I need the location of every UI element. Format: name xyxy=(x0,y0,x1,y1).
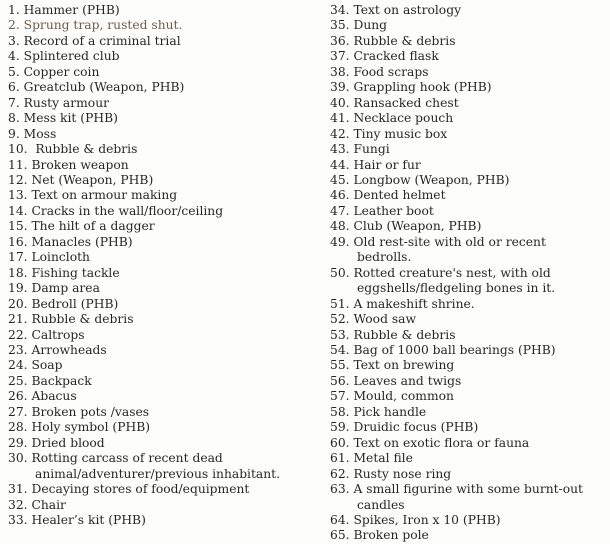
list-item: 12. Net (Weapon, PHB) xyxy=(8,172,154,187)
list-item: 39. Grappling hook (PHB) xyxy=(330,80,492,95)
list-item: 40. Ransacked chest xyxy=(330,95,459,110)
list-item: 11. Broken weapon xyxy=(8,157,129,172)
list-item: 42. Tiny music box xyxy=(330,126,448,141)
list-item: 22. Caltrops xyxy=(8,327,85,342)
list-item: 57. Mould, common xyxy=(330,389,454,404)
list-item: 17. Loincloth xyxy=(8,250,90,265)
list-item: 37. Cracked flask xyxy=(330,49,439,64)
list-item: 47. Leather boot xyxy=(330,203,434,218)
list-item: 2. Sprung trap, rusted shut. xyxy=(8,18,183,33)
list-item: 30. Rotting carcass of recent dead animal/adventurer/previous inhabitant. xyxy=(8,451,281,481)
list-item: 52. Wood saw xyxy=(330,312,417,327)
list-item: 44. Hair or fur xyxy=(330,157,421,172)
list-column-left xyxy=(8,3,310,528)
list-item: 38. Food scraps xyxy=(330,64,429,79)
list-item: 58. Pick handle xyxy=(330,404,427,419)
list-item: 32. Chair xyxy=(8,497,66,512)
list-item: 61. Metal file xyxy=(330,451,413,466)
list-item: 54. Bag of 1000 ball bearings (PHB) xyxy=(330,342,556,357)
list-item: 5. Copper coin xyxy=(8,64,100,79)
list-item: 7. Rusty armour xyxy=(8,95,109,110)
list-item: 50. Rotted creature's nest, with old eggshells/fledgeling bones in it. xyxy=(330,265,556,296)
list-column-right xyxy=(330,3,604,544)
list-item: 19. Damp area xyxy=(8,281,100,296)
list-item: 43. Fungi xyxy=(330,142,390,157)
list-item: 56. Leaves and twigs xyxy=(330,373,462,388)
list-item: 28. Holy symbol (PHB) xyxy=(8,420,151,435)
list-item: 49. Old rest-site with old or recent bedrolls. xyxy=(330,234,550,265)
list-item: 55. Text on brewing xyxy=(330,358,455,373)
list-item: 62. Rusty nose ring xyxy=(330,466,452,481)
list-item: 59. Druidic focus (PHB) xyxy=(330,420,479,435)
list-item: 23. Arrowheads xyxy=(8,342,107,357)
list-item: 33. Healer’s kit (PHB) xyxy=(8,512,146,527)
list-item: 26. Abacus xyxy=(8,389,77,404)
list-item: 18. Fishing tackle xyxy=(8,265,120,280)
list-item: 46. Dented helmet xyxy=(330,188,446,203)
list-item: 25. Backpack xyxy=(8,373,92,388)
list-item: 27. Broken pots /vases xyxy=(8,404,150,419)
list-item: 10. Rubble & debris xyxy=(8,142,138,157)
list-item: 20. Bedroll (PHB) xyxy=(8,296,119,311)
list-item: 13. Text on armour making xyxy=(8,188,178,203)
list-item: 41. Necklace pouch xyxy=(330,111,454,126)
list-item: 36. Rubble & debris xyxy=(330,33,456,48)
list-item: 29. Dried blood xyxy=(8,435,105,450)
list-item: 1. Hammer (PHB) xyxy=(8,3,120,17)
list-item: 15. The hilt of a dagger xyxy=(8,219,155,234)
list-item: 65. Broken pole xyxy=(330,528,429,543)
list-item: 24. Soap xyxy=(8,358,63,373)
list-item: 34. Text on astrology xyxy=(330,3,462,17)
list-item: 60. Text on exotic flora or fauna xyxy=(330,435,530,450)
list-item: 51. A makeshift shrine. xyxy=(330,296,475,311)
list-item: 35. Dung xyxy=(330,18,388,33)
list-item: 45. Longbow (Weapon, PHB) xyxy=(330,172,510,187)
list-item: 63. A small figurine with some burnt-out candles xyxy=(330,482,587,512)
list-item: 3. Record of a criminal trial xyxy=(8,33,181,48)
list-item: 64. Spikes, Iron x 10 (PHB) xyxy=(330,512,501,527)
list-item: 31. Decaying stores of food/equipment xyxy=(8,482,250,497)
list-item: 8. Mess kit (PHB) xyxy=(8,111,118,126)
list-item: 53. Rubble & debris xyxy=(330,327,456,342)
list-item: 4. Splintered club xyxy=(8,49,120,64)
list-item: 48. Club (Weapon, PHB) xyxy=(330,219,482,234)
list-item: 14. Cracks in the wall/floor/ceiling xyxy=(8,203,224,218)
list-item: 6. Greatclub (Weapon, PHB) xyxy=(8,80,185,95)
list-item: 9. Moss xyxy=(8,126,57,141)
list-item: 21. Rubble & debris xyxy=(8,312,134,327)
list-item: 16. Manacles (PHB) xyxy=(8,234,133,249)
